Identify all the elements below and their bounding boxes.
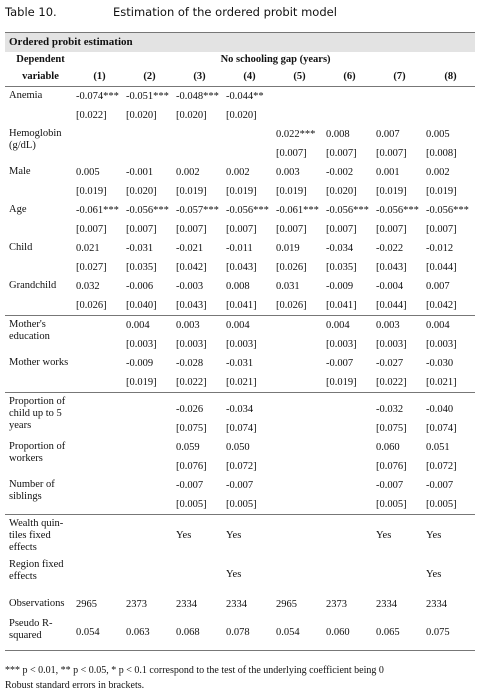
value-cell: Yes — [226, 569, 242, 580]
table-notes — [5, 663, 480, 693]
standard-error-cell: [0.043] — [226, 262, 257, 273]
coefficient-cell: -0.022 — [376, 243, 404, 254]
coefficient-cell: -0.002 — [326, 167, 354, 178]
table-row — [5, 495, 475, 515]
column-header: (2) — [123, 68, 173, 87]
coefficient-cell: -0.001 — [126, 167, 154, 178]
standard-error-cell: [0.020] — [326, 186, 357, 197]
coefficient-cell: -0.007 — [426, 480, 454, 491]
standard-error-cell: [0.021] — [223, 373, 273, 393]
standard-error-cell: [0.020] — [126, 186, 157, 197]
value-cell: 2334 — [426, 598, 447, 610]
coefficient-cell: 0.059 — [176, 442, 200, 453]
standard-error-cell: [0.043] — [173, 296, 223, 316]
standard-error-cell: [0.075] — [376, 423, 407, 434]
coefficient-cell: 0.019 — [276, 243, 300, 254]
row-label: Number of siblings — [9, 479, 55, 502]
coefficient-cell — [273, 316, 323, 336]
table-row — [5, 335, 475, 354]
standard-error-cell: [0.020] — [226, 110, 257, 121]
coefficient-cell: -0.031 — [126, 243, 154, 254]
standard-error-cell: [0.019] — [176, 186, 207, 197]
standard-error-cell: [0.007] — [276, 224, 307, 235]
standard-error-cell: [0.007] — [126, 224, 157, 235]
coefficient-cell: 0.004 — [423, 316, 475, 336]
standard-error-cell: [0.044] — [373, 296, 423, 316]
table-row — [5, 87, 475, 107]
standard-error-cell: [0.005] — [173, 495, 223, 515]
row-label: Age — [9, 204, 27, 215]
coefficient-cell: -0.004 — [376, 281, 404, 292]
coefficient-cell: -0.007 — [326, 358, 354, 369]
table-row — [5, 258, 475, 277]
coefficient-cell: 0.002 — [176, 167, 200, 178]
row-label: Grandchild — [9, 280, 57, 291]
coefficient-cell: -0.056*** — [326, 205, 369, 216]
standard-error-cell: [0.021] — [423, 373, 475, 393]
dep-var-header-1: Dependent — [16, 54, 65, 65]
value-cell: Yes — [426, 569, 442, 580]
standard-error-cell: [0.072] — [226, 461, 257, 472]
coefficient-cell: -0.057*** — [176, 205, 219, 216]
coefficient-cell: 0.005 — [76, 167, 100, 178]
row-label: Pseudo R-squared — [5, 615, 73, 651]
coefficient-cell — [323, 476, 373, 495]
coefficient-cell — [123, 393, 173, 420]
coefficient-cell — [123, 476, 173, 495]
coefficient-cell: 0.050 — [226, 442, 250, 453]
column-header: (5) — [273, 68, 323, 87]
row-label: Male — [9, 166, 31, 177]
standard-error-cell: [0.076] — [376, 461, 407, 472]
coefficient-cell: 0.051 — [426, 442, 450, 453]
table-row — [5, 556, 475, 593]
column-header: (7) — [373, 68, 423, 87]
standard-error-cell — [323, 457, 373, 476]
standard-error-cell — [73, 335, 123, 354]
standard-error-cell: [0.040] — [123, 296, 173, 316]
standard-error-cell — [273, 457, 323, 476]
coefficient-cell — [73, 125, 123, 144]
value-cell: 0.063 — [123, 615, 173, 651]
table-row — [5, 354, 475, 373]
column-header: (4) — [223, 68, 273, 87]
table-number: Table 10. — [5, 5, 57, 19]
standard-error-cell: [0.022] — [76, 110, 107, 121]
value-cell: Yes — [373, 515, 423, 557]
standard-error-cell: [0.005] — [373, 495, 423, 515]
standard-error-cell: [0.007] — [76, 224, 107, 235]
coefficient-cell: 0.002 — [226, 167, 250, 178]
standard-error-cell: [0.007] — [276, 148, 307, 159]
table-row — [5, 125, 475, 144]
value-cell: Yes — [223, 515, 273, 557]
coefficient-cell: -0.030 — [426, 358, 454, 369]
table-row — [5, 515, 475, 557]
column-header: (1) — [73, 68, 123, 87]
coefficient-cell — [273, 87, 323, 107]
coefficient-cell: -0.007 — [376, 480, 404, 491]
coefficient-cell: -0.011 — [226, 243, 253, 254]
value-cell: 2334 — [226, 598, 247, 610]
coefficient-cell — [273, 393, 323, 420]
table-row — [5, 593, 475, 615]
standard-error-cell: [0.027] — [76, 262, 107, 273]
value-cell: 0.078 — [223, 615, 273, 651]
row-label: Child — [9, 242, 33, 253]
row-label: Proportion of child up to 5 years — [5, 393, 73, 439]
value-cell: 0.060 — [323, 615, 373, 651]
standard-error-cell: [0.026] — [273, 296, 323, 316]
value-cell: Yes — [423, 515, 475, 557]
coefficient-cell — [73, 316, 123, 336]
standard-error-cell — [373, 106, 423, 125]
standard-error-cell: [0.019] — [426, 186, 457, 197]
standard-error-cell — [73, 419, 123, 438]
coefficient-cell: -0.074*** — [76, 91, 119, 102]
value-cell — [173, 556, 223, 593]
standard-error-cell — [273, 373, 323, 393]
value-cell: 0.065 — [373, 615, 423, 651]
coefficient-cell: 0.008 — [226, 281, 250, 292]
standard-error-cell: [0.074] — [226, 423, 257, 434]
coefficient-cell: -0.027 — [376, 358, 404, 369]
standard-error-cell: [0.003] — [176, 339, 207, 350]
standard-error-cell: [0.019] — [76, 186, 107, 197]
table-row — [5, 144, 475, 163]
standard-error-cell: [0.022] — [173, 373, 223, 393]
coefficient-cell: -0.028 — [176, 358, 204, 369]
value-cell: 2334 — [376, 598, 397, 610]
coefficient-cell: -0.009 — [326, 281, 354, 292]
standard-error-cell: [0.035] — [326, 262, 357, 273]
standard-error-cell: [0.019] — [123, 373, 173, 393]
standard-error-cell: [0.026] — [73, 296, 123, 316]
standard-error-cell: [0.019] — [376, 186, 407, 197]
coefficient-cell — [173, 125, 223, 144]
standard-error-cell — [73, 495, 123, 515]
table-row — [5, 163, 475, 182]
coefficient-cell — [73, 354, 123, 373]
coefficient-cell: 0.031 — [276, 281, 300, 292]
standard-error-cell: [0.007] — [426, 224, 457, 235]
row-label: Proportion of workers — [9, 441, 66, 464]
standard-error-cell: [0.019] — [276, 186, 307, 197]
table-row — [5, 316, 475, 336]
coefficient-cell: -0.009 — [126, 358, 154, 369]
section-title-bar — [5, 32, 475, 52]
standard-error-cell: [0.003] — [426, 339, 457, 350]
standard-error-cell — [123, 495, 173, 515]
column-header: (3) — [173, 68, 223, 87]
standard-error-cell — [123, 144, 173, 163]
standard-error-cell: [0.041] — [323, 296, 373, 316]
table-row — [5, 615, 475, 651]
coefficient-cell — [423, 87, 475, 107]
coefficient-cell: 0.003 — [276, 167, 300, 178]
standard-error-cell — [273, 419, 323, 438]
table-row — [5, 438, 475, 457]
group-header: No schooling gap (years) — [220, 54, 331, 65]
table-caption — [5, 3, 475, 23]
standard-error-cell: [0.005] — [423, 495, 475, 515]
standard-error-cell — [173, 144, 223, 163]
standard-error-cell: [0.007] — [326, 224, 357, 235]
standard-error-cell: [0.042] — [423, 296, 475, 316]
standard-error-cell: [0.007] — [176, 224, 207, 235]
significance-note: *** p < 0.01, ** p < 0.05, * p < 0.1 correspond to the test of the underlying coefficient being 0 — [5, 665, 384, 676]
coefficient-cell: -0.034 — [223, 393, 273, 420]
coefficient-cell: -0.056*** — [126, 205, 169, 216]
coefficient-cell: -0.061*** — [276, 205, 319, 216]
section-title: Ordered probit estimation — [9, 36, 133, 48]
coefficient-cell: -0.034 — [326, 243, 354, 254]
coefficient-cell — [123, 125, 173, 144]
coefficient-cell — [73, 476, 123, 495]
table-row — [5, 182, 475, 201]
standard-error-cell — [273, 106, 323, 125]
table-row — [5, 476, 475, 495]
coefficient-cell — [323, 87, 373, 107]
table-body — [5, 52, 475, 651]
value-cell: 2965 — [276, 598, 297, 610]
table-row — [5, 239, 475, 258]
value-cell — [123, 556, 173, 593]
value-cell — [73, 515, 123, 557]
standard-error-cell: [0.003] — [376, 339, 407, 350]
value-cell: 2373 — [326, 598, 347, 610]
value-cell: 0.054 — [273, 615, 323, 651]
coefficient-cell: 0.007 — [426, 281, 450, 292]
coefficient-cell: 0.002 — [426, 167, 450, 178]
row-label: Hemoglobin (g/dL) — [9, 128, 62, 151]
standard-error-cell — [323, 106, 373, 125]
standard-error-cell: [0.003] — [126, 339, 157, 350]
standard-error-cell: [0.007] — [226, 224, 257, 235]
row-label: Region fixed effects — [9, 559, 64, 582]
standard-error-cell: [0.020] — [126, 110, 157, 121]
value-cell — [123, 515, 173, 557]
coefficient-cell: -0.056*** — [226, 205, 269, 216]
table-title: Estimation of the ordered probit model — [113, 5, 337, 19]
value-cell — [273, 515, 323, 557]
value-cell — [273, 556, 323, 593]
coefficient-cell — [323, 438, 373, 457]
coefficient-cell — [223, 125, 273, 144]
table-row — [5, 201, 475, 220]
coefficient-cell: -0.003 — [176, 281, 204, 292]
coefficient-cell: 0.021 — [76, 243, 100, 254]
coefficient-cell: -0.056*** — [376, 205, 419, 216]
standard-error-cell: [0.022] — [373, 373, 423, 393]
standard-error-cell: [0.019] — [226, 186, 257, 197]
row-label: Anemia — [9, 90, 43, 101]
coefficient-cell: -0.007 — [176, 480, 204, 491]
coefficient-cell: -0.056*** — [426, 205, 469, 216]
value-cell: Yes — [173, 515, 223, 557]
coefficient-cell — [273, 438, 323, 457]
standard-error-cell: [0.035] — [126, 262, 157, 273]
standard-error-cell: [0.043] — [376, 262, 407, 273]
standard-error-cell — [423, 106, 475, 125]
coefficient-cell — [273, 354, 323, 373]
standard-error-cell: [0.075] — [176, 423, 207, 434]
header-row-2 — [5, 68, 475, 87]
standard-error-cell: [0.007] — [376, 224, 407, 235]
standard-error-cell: [0.072] — [426, 461, 457, 472]
coefficient-cell: 0.060 — [376, 442, 400, 453]
coefficient-cell: -0.012 — [426, 243, 454, 254]
coefficient-cell: 0.003 — [173, 316, 223, 336]
value-cell: 2373 — [126, 598, 147, 610]
standard-error-cell — [123, 457, 173, 476]
dep-var-header-2: variable — [5, 68, 73, 87]
coefficient-cell: -0.061*** — [76, 205, 119, 216]
standard-error-cell — [123, 419, 173, 438]
coefficient-cell: -0.040 — [423, 393, 475, 420]
row-label: Mother works — [9, 357, 69, 368]
header-row-1 — [5, 52, 475, 68]
column-header: (6) — [323, 68, 373, 87]
value-cell: 2334 — [176, 598, 197, 610]
standard-error-cell: [0.044] — [426, 262, 457, 273]
standard-error-cell — [273, 495, 323, 515]
standard-error-cell: [0.042] — [176, 262, 207, 273]
coefficient-cell: -0.021 — [176, 243, 204, 254]
value-cell: 0.075 — [423, 615, 475, 651]
table-row — [5, 393, 475, 420]
standard-error-cell — [273, 335, 323, 354]
table-row — [5, 457, 475, 476]
standard-error-cell: [0.003] — [326, 339, 357, 350]
coefficient-cell: 0.005 — [426, 129, 450, 140]
coefficient-cell: 0.007 — [376, 129, 400, 140]
row-label: Mother's education — [5, 316, 73, 355]
standard-error-cell — [73, 373, 123, 393]
coefficient-cell: 0.022*** — [276, 129, 316, 140]
standard-error-cell: [0.003] — [226, 339, 257, 350]
coefficient-cell: -0.007 — [226, 480, 254, 491]
coefficient-cell: -0.031 — [226, 358, 254, 369]
standard-error-cell: [0.005] — [223, 495, 273, 515]
standard-error-cell: [0.007] — [326, 148, 357, 159]
value-cell — [323, 515, 373, 557]
value-cell — [323, 556, 373, 593]
standard-error-cell — [223, 144, 273, 163]
coefficient-cell — [273, 476, 323, 495]
coefficient-cell: 0.032 — [76, 281, 100, 292]
coefficient-cell — [73, 393, 123, 420]
standard-error-cell — [323, 419, 373, 438]
standard-error-cell — [73, 144, 123, 163]
coefficient-cell: 0.003 — [373, 316, 423, 336]
table-row — [5, 106, 475, 125]
value-cell — [73, 556, 123, 593]
coefficient-cell: 0.004 — [123, 316, 173, 336]
table-row — [5, 220, 475, 239]
coefficient-cell: -0.006 — [126, 281, 154, 292]
coefficient-cell — [323, 393, 373, 420]
standard-error-cell: [0.008] — [426, 148, 457, 159]
value-cell: 2965 — [76, 598, 97, 610]
standard-error-cell: [0.019] — [323, 373, 373, 393]
coefficient-cell: 0.008 — [326, 129, 350, 140]
standard-error-cell: [0.007] — [376, 148, 407, 159]
value-cell: 0.068 — [173, 615, 223, 651]
standard-error-cell: [0.074] — [426, 423, 457, 434]
coefficient-cell: -0.032 — [373, 393, 423, 420]
coefficient-cell — [73, 438, 123, 457]
value-cell — [373, 556, 423, 593]
row-label: Observations — [9, 598, 65, 609]
table-row — [5, 277, 475, 296]
coefficient-cell: 0.004 — [223, 316, 273, 336]
coefficient-cell: -0.044** — [226, 91, 264, 102]
coefficient-cell: 0.001 — [376, 167, 400, 178]
column-header: (8) — [423, 68, 475, 87]
table-row — [5, 296, 475, 316]
standard-error-cell — [73, 457, 123, 476]
coefficient-cell: -0.048*** — [176, 91, 219, 102]
table-row — [5, 419, 475, 438]
coefficient-cell: -0.051*** — [126, 91, 169, 102]
value-cell: 0.054 — [73, 615, 123, 651]
standard-error-note: Robust standard errors in brackets. — [5, 680, 145, 691]
standard-error-cell: [0.020] — [176, 110, 207, 121]
table-row — [5, 373, 475, 393]
coefficient-cell: -0.026 — [173, 393, 223, 420]
coefficient-cell — [123, 438, 173, 457]
standard-error-cell — [323, 495, 373, 515]
standard-error-cell: [0.026] — [276, 262, 307, 273]
standard-error-cell: [0.041] — [223, 296, 273, 316]
coefficient-cell — [373, 87, 423, 107]
coefficient-cell: 0.004 — [323, 316, 373, 336]
estimation-table — [5, 52, 475, 651]
standard-error-cell: [0.076] — [176, 461, 207, 472]
row-label: Wealth quin-tiles fixed effects — [5, 515, 73, 557]
